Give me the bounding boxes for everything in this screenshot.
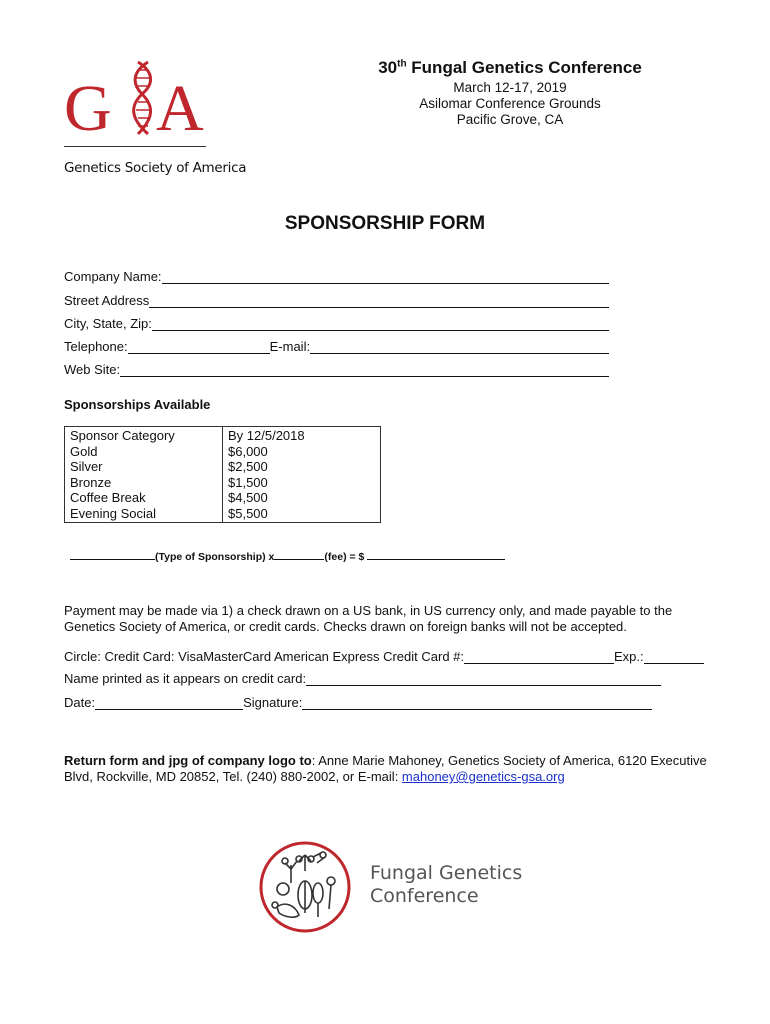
website-label: Web Site: <box>64 362 121 377</box>
title-number: 30 <box>378 58 398 77</box>
org-name: Genetics Society of America <box>64 160 247 176</box>
svg-text:A: A <box>156 72 204 138</box>
wordmark-line-1: Fungal Genetics <box>370 862 523 884</box>
city-line[interactable] <box>152 317 609 331</box>
return-body: : Anne Marie Mahoney, Genetics Society of America, 6120 Executive Blvd, Rockville, MD 20852, Tel. (240) 880-2002, or E-mail: <box>64 753 707 784</box>
gsa-logo <box>62 58 212 143</box>
exp-line[interactable] <box>644 650 704 664</box>
card-circle-label: Circle: Credit Card: VisaMasterCard American Express Credit Card #: <box>64 649 465 664</box>
category-coffee-break: Coffee Break <box>70 490 146 506</box>
price-bronze: $1,500 <box>228 474 268 490</box>
category-header: Sponsor Category <box>70 428 175 443</box>
signature-label: Signature: <box>243 695 303 710</box>
return-lead: Return form and jpg of company logo to <box>64 753 312 768</box>
sponsorship-table <box>64 426 381 523</box>
website-line[interactable] <box>120 363 609 377</box>
payment-instructions: Payment may be made via 1) a check drawn on a US bank, in US currency only, and made payable to the Genetics Society of America, or credit cards. Checks drawn on foreign banks will not be accepted. <box>64 603 673 634</box>
price-coffee-break: $4,500 <box>228 490 268 506</box>
street-line[interactable] <box>149 294 609 308</box>
credit-card-row[interactable] <box>64 648 704 664</box>
conference-dates: March 12-17, 2019 <box>453 80 567 95</box>
date-signature-row[interactable] <box>64 694 652 710</box>
conference-location: Pacific Grove, CA <box>456 112 564 127</box>
company-field[interactable] <box>64 268 609 284</box>
return-instructions <box>64 753 724 785</box>
price-evening-social: $5,500 <box>228 505 268 521</box>
fee-line[interactable] <box>274 548 324 560</box>
category-evening-social: Evening Social <box>70 505 156 521</box>
cardholder-label: Name printed as it appears on credit card: <box>64 671 307 686</box>
wordmark-line-2: Conference <box>370 885 479 907</box>
fungal-conference-wordmark <box>370 862 522 908</box>
type-line[interactable] <box>70 548 155 560</box>
sponsorship-calculation[interactable] <box>70 548 505 563</box>
company-label: Company Name: <box>64 269 162 284</box>
signature-line[interactable] <box>302 696 652 710</box>
category-column <box>65 427 223 523</box>
price-column <box>223 427 381 523</box>
email-line[interactable] <box>310 340 609 354</box>
form-title: SPONSORSHIP FORM <box>284 213 486 234</box>
conference-venue: Asilomar Conference Grounds <box>419 96 601 111</box>
sponsorships-heading: Sponsorships Available <box>64 397 211 412</box>
fee-label: (fee) = $ <box>324 551 365 563</box>
price-gold: $6,000 <box>228 443 268 459</box>
type-label: (Type of Sponsorship) x <box>155 551 275 563</box>
conference-title <box>300 58 720 78</box>
telephone-line[interactable] <box>128 340 270 354</box>
street-label: Street Address <box>64 293 150 308</box>
fungal-conference-logo <box>255 835 365 950</box>
total-line[interactable] <box>367 548 505 560</box>
title-rest: Fungal Genetics Conference <box>406 58 642 77</box>
category-silver: Silver <box>70 459 103 475</box>
city-label: City, State, Zip: <box>64 316 152 331</box>
contact-email-link[interactable]: mahoney@genetics-gsa.org <box>401 769 565 784</box>
card-number-line[interactable] <box>464 650 614 664</box>
cardholder-line[interactable] <box>306 672 661 686</box>
price-header: By 12/5/2018 <box>228 428 305 443</box>
phone-email-field[interactable] <box>64 338 609 354</box>
date-line[interactable] <box>95 696 243 710</box>
telephone-label: Telephone: <box>64 339 128 354</box>
cardholder-name-row[interactable] <box>64 670 661 686</box>
title-suffix: th <box>397 58 407 70</box>
category-bronze: Bronze <box>70 474 112 490</box>
category-gold: Gold <box>70 443 98 459</box>
svg-text:G: G <box>64 72 112 138</box>
price-silver: $2,500 <box>228 459 268 475</box>
street-field[interactable] <box>64 292 609 308</box>
website-field[interactable] <box>64 361 609 377</box>
email-label: E-mail: <box>269 339 311 354</box>
company-line[interactable] <box>162 270 609 284</box>
city-field[interactable] <box>64 315 609 331</box>
logo-divider <box>64 146 206 147</box>
date-label: Date: <box>64 695 96 710</box>
exp-label: Exp.: <box>614 649 644 664</box>
